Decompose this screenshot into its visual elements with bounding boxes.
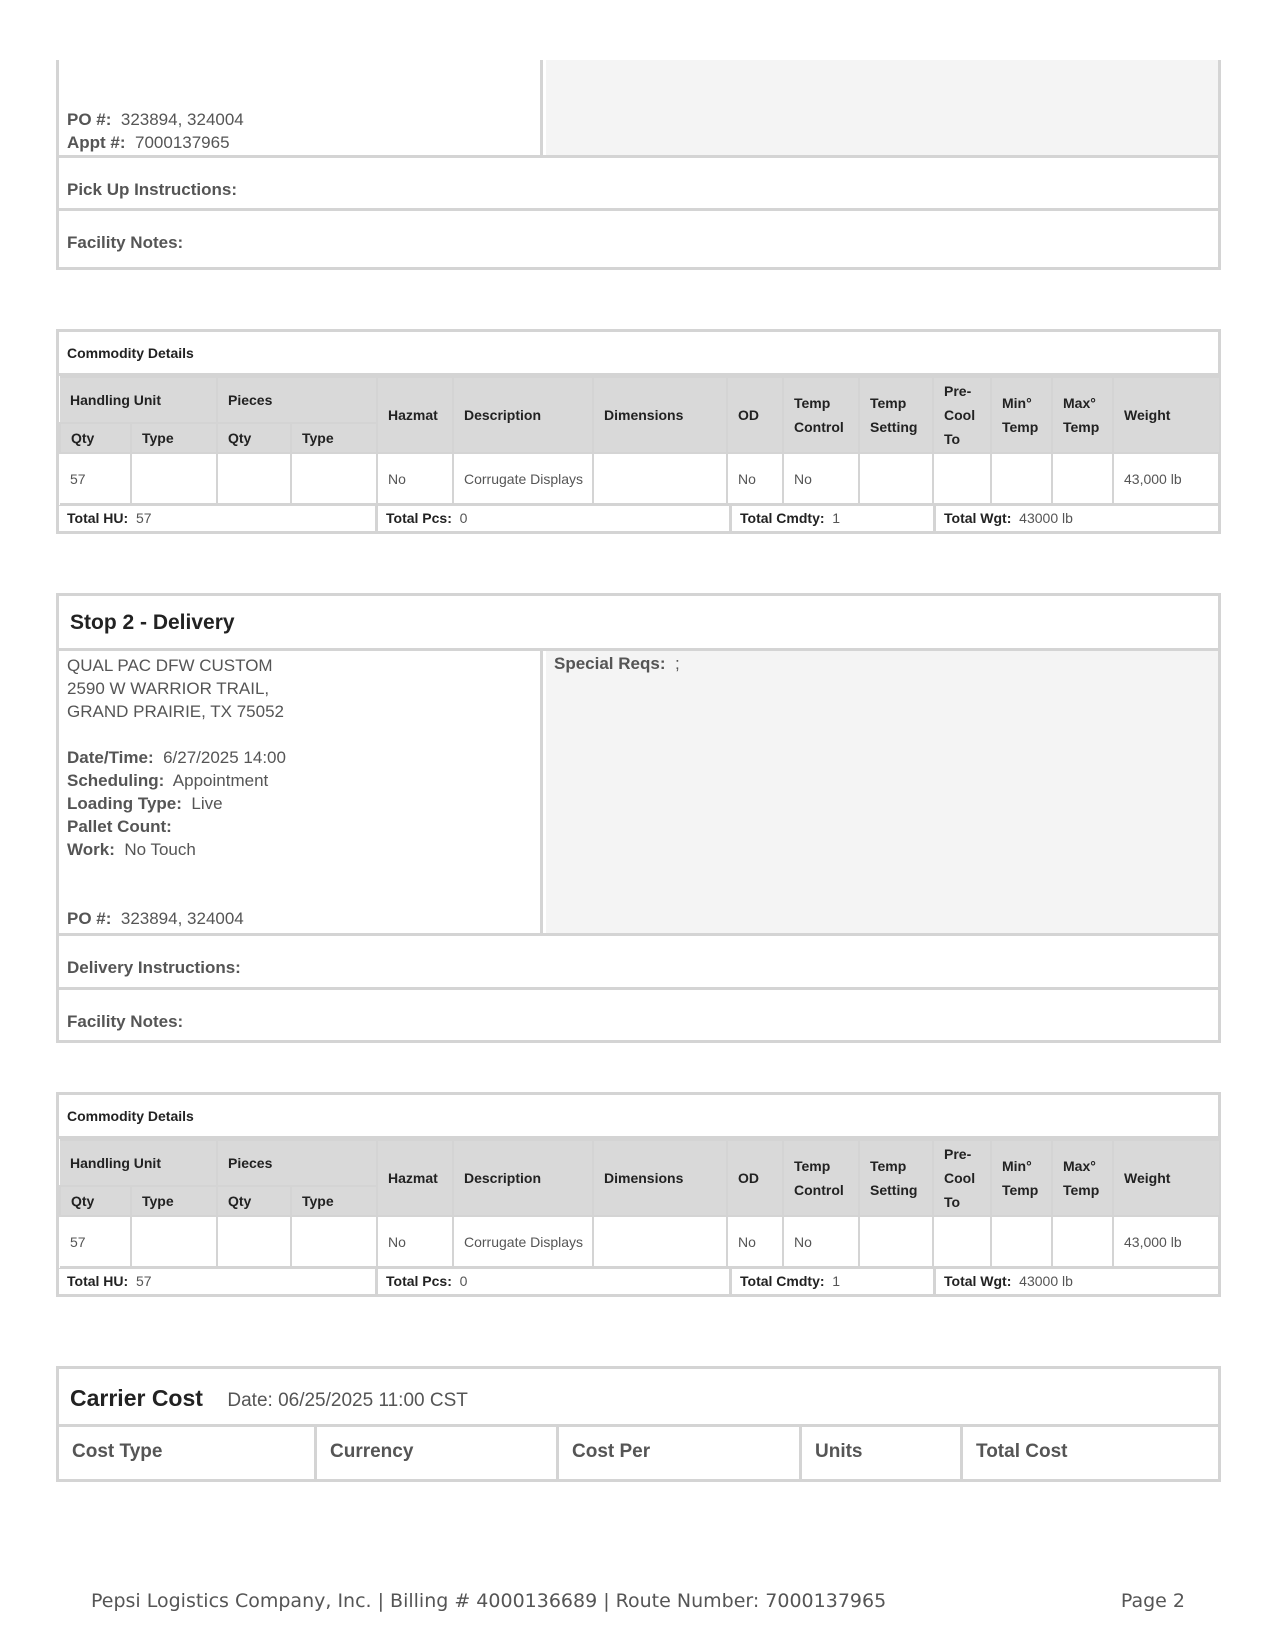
- header-pre-cool: Pre-Cool To: [933, 1140, 991, 1216]
- address-line-1: QUAL PAC DFW CUSTOM: [67, 656, 273, 675]
- total-pcs: 0: [459, 510, 468, 526]
- header-description: Description: [453, 1140, 593, 1216]
- header-handling-unit: Handling Unit: [60, 1140, 217, 1186]
- header-description: Description: [453, 377, 593, 453]
- table-row: [60, 453, 1219, 504]
- cell-max-temp: [1052, 1216, 1113, 1267]
- col-cost-type: Cost Type: [72, 1441, 163, 1462]
- cell-pcs-qty: [217, 1216, 291, 1267]
- header-hu-type: Type: [131, 1186, 217, 1216]
- header-min-temp: Min° Temp: [991, 377, 1052, 453]
- cell-hu-qty: 57: [60, 1216, 131, 1267]
- cell-pcs-type: [291, 453, 377, 504]
- cell-description: Corrugate Displays: [453, 453, 593, 504]
- pallet-count-line: Pallet Count:: [67, 817, 172, 836]
- header-pcs-qty: Qty: [217, 423, 291, 453]
- header-dimensions: Dimensions: [593, 1140, 727, 1216]
- stop1-info-column: [59, 60, 543, 155]
- cell-temp-setting: [859, 1216, 933, 1267]
- stop2-commodity-table: [56, 1092, 1221, 1297]
- header-hazmat: Hazmat: [377, 1140, 453, 1216]
- col-units: Units: [799, 1427, 960, 1479]
- stop2-po-value: 323894, 324004: [120, 909, 244, 928]
- total-cmdty: 1: [832, 510, 841, 526]
- total-wgt: 43000 lb: [1019, 1273, 1073, 1289]
- stop1-commodity-table: [56, 329, 1221, 534]
- stop1-po-value: 323894, 324004: [120, 110, 244, 129]
- header-temp-control: Temp Control: [783, 377, 859, 453]
- col-cost-per: Cost Per: [556, 1427, 799, 1479]
- carrier-cost-panel: [56, 1366, 1221, 1482]
- datetime-line: Date/Time: 6/27/2025 14:00: [67, 748, 286, 767]
- total-hu: 57: [135, 1273, 152, 1289]
- cell-pre-cool: [933, 453, 991, 504]
- stop1-appt-value: 7000137965: [135, 133, 230, 152]
- total-hu: 57: [135, 510, 152, 526]
- cell-weight: 43,000 lb: [1113, 453, 1219, 504]
- cell-min-temp: [991, 1216, 1052, 1267]
- special-reqs-value: ;: [674, 654, 680, 673]
- stop2-special-panel: Special Reqs: ;: [546, 651, 1218, 933]
- header-hu-qty: Qty: [60, 423, 131, 453]
- cell-pcs-qty: [217, 453, 291, 504]
- header-pieces: Pieces: [217, 1140, 377, 1186]
- footer-text: Pepsi Logistics Company, Inc. | Billing # 4000136689 | Route Number: 7000137965: [91, 1590, 887, 1612]
- table-row: [60, 1216, 1219, 1267]
- stop1-appt-line: Appt #: 7000137965: [67, 133, 230, 152]
- cell-temp-setting: [859, 453, 933, 504]
- carrier-cost-title: Carrier Cost: [70, 1385, 203, 1411]
- header-pcs-type: Type: [291, 1186, 377, 1216]
- total-cmdty: 1: [832, 1273, 841, 1289]
- scheduling-line: Scheduling: Appointment: [67, 771, 269, 790]
- header-handling-unit: Handling Unit: [60, 377, 217, 423]
- cell-pre-cool: [933, 1216, 991, 1267]
- page-number: Page 2: [1120, 1590, 1185, 1612]
- stop1-pickup-instructions: Pick Up Instructions:: [59, 155, 1218, 208]
- header-weight: Weight: [1113, 1140, 1219, 1216]
- col-total-cost: Total Cost: [960, 1427, 1218, 1479]
- stop2-panel: [56, 593, 1221, 1043]
- cell-temp-control: No: [783, 453, 859, 504]
- total-wgt: 43000 lb: [1019, 510, 1073, 526]
- header-pieces: Pieces: [217, 377, 377, 423]
- header-dimensions: Dimensions: [593, 377, 727, 453]
- address-line-3: GRAND PRAIRIE, TX 75052: [67, 702, 284, 721]
- total-pcs: 0: [459, 1273, 468, 1289]
- header-pcs-qty: Qty: [217, 1186, 291, 1216]
- stop1-details-panel: [56, 60, 1221, 270]
- header-hu-type: Type: [131, 423, 217, 453]
- work-line: Work: No Touch: [67, 840, 196, 859]
- cell-hazmat: No: [377, 453, 453, 504]
- cell-hu-type: [131, 1216, 217, 1267]
- commodity-title: Commodity Details: [59, 332, 1218, 376]
- stop2-po-line: PO #: 323894, 324004: [67, 909, 244, 928]
- cell-pcs-type: [291, 1216, 377, 1267]
- header-temp-control: Temp Control: [783, 1140, 859, 1216]
- header-min-temp: Min° Temp: [991, 1140, 1052, 1216]
- cell-od: No: [727, 1216, 783, 1267]
- stop2-title: Stop 2 - Delivery: [59, 596, 1218, 651]
- cell-weight: 43,000 lb: [1113, 1216, 1219, 1267]
- cell-max-temp: [1052, 453, 1113, 504]
- loading-type-value: Live: [191, 794, 223, 813]
- loading-type-line: Loading Type: Live: [67, 794, 223, 813]
- commodity-totals: Total HU: 57 Total Pcs: 0 Total Cmdty: 1 Total Wgt: 43000 lb: [59, 505, 1218, 531]
- address-line-2: 2590 W WARRIOR TRAIL,: [67, 679, 270, 698]
- stop2-info-column: [59, 651, 543, 933]
- cell-dimensions: [593, 1216, 727, 1267]
- header-hu-qty: Qty: [60, 1186, 131, 1216]
- cell-hazmat: No: [377, 1216, 453, 1267]
- cell-min-temp: [991, 453, 1052, 504]
- header-temp-setting: Temp Setting: [859, 1140, 933, 1216]
- datetime-value: 6/27/2025 14:00: [163, 748, 286, 767]
- cell-temp-control: No: [783, 1216, 859, 1267]
- page-footer: [91, 1590, 1185, 1612]
- stop2-delivery-instructions: Delivery Instructions:: [59, 933, 1218, 987]
- work-value: No Touch: [124, 840, 196, 859]
- header-temp-setting: Temp Setting: [859, 377, 933, 453]
- header-hazmat: Hazmat: [377, 377, 453, 453]
- cell-od: No: [727, 453, 783, 504]
- header-max-temp: Max° Temp: [1052, 377, 1113, 453]
- cell-description: Corrugate Displays: [453, 1216, 593, 1267]
- cell-hu-qty: 57: [60, 453, 131, 504]
- header-od: OD: [727, 377, 783, 453]
- cell-dimensions: [593, 453, 727, 504]
- header-pre-cool: Pre-Cool To: [933, 377, 991, 453]
- stop2-facility-notes: Facility Notes:: [59, 987, 1218, 1043]
- scheduling-value: Appointment: [172, 771, 269, 790]
- stop1-po-line: PO #: 323894, 324004: [67, 110, 244, 129]
- header-weight: Weight: [1113, 377, 1219, 453]
- commodity-totals: Total HU: 57 Total Pcs: 0 Total Cmdty: 1 Total Wgt: 43000 lb: [59, 1268, 1218, 1294]
- commodity-title: Commodity Details: [59, 1095, 1218, 1139]
- carrier-cost-date: Date: 06/25/2025 11:00 CST: [227, 1390, 468, 1411]
- carrier-cost-header-row: [59, 1427, 1218, 1479]
- header-max-temp: Max° Temp: [1052, 1140, 1113, 1216]
- cell-hu-type: [131, 453, 217, 504]
- header-od: OD: [727, 1140, 783, 1216]
- col-currency: Currency: [314, 1427, 556, 1479]
- header-pcs-type: Type: [291, 423, 377, 453]
- stop1-facility-notes: Facility Notes:: [59, 208, 1218, 264]
- stop1-special-panel: [546, 60, 1218, 155]
